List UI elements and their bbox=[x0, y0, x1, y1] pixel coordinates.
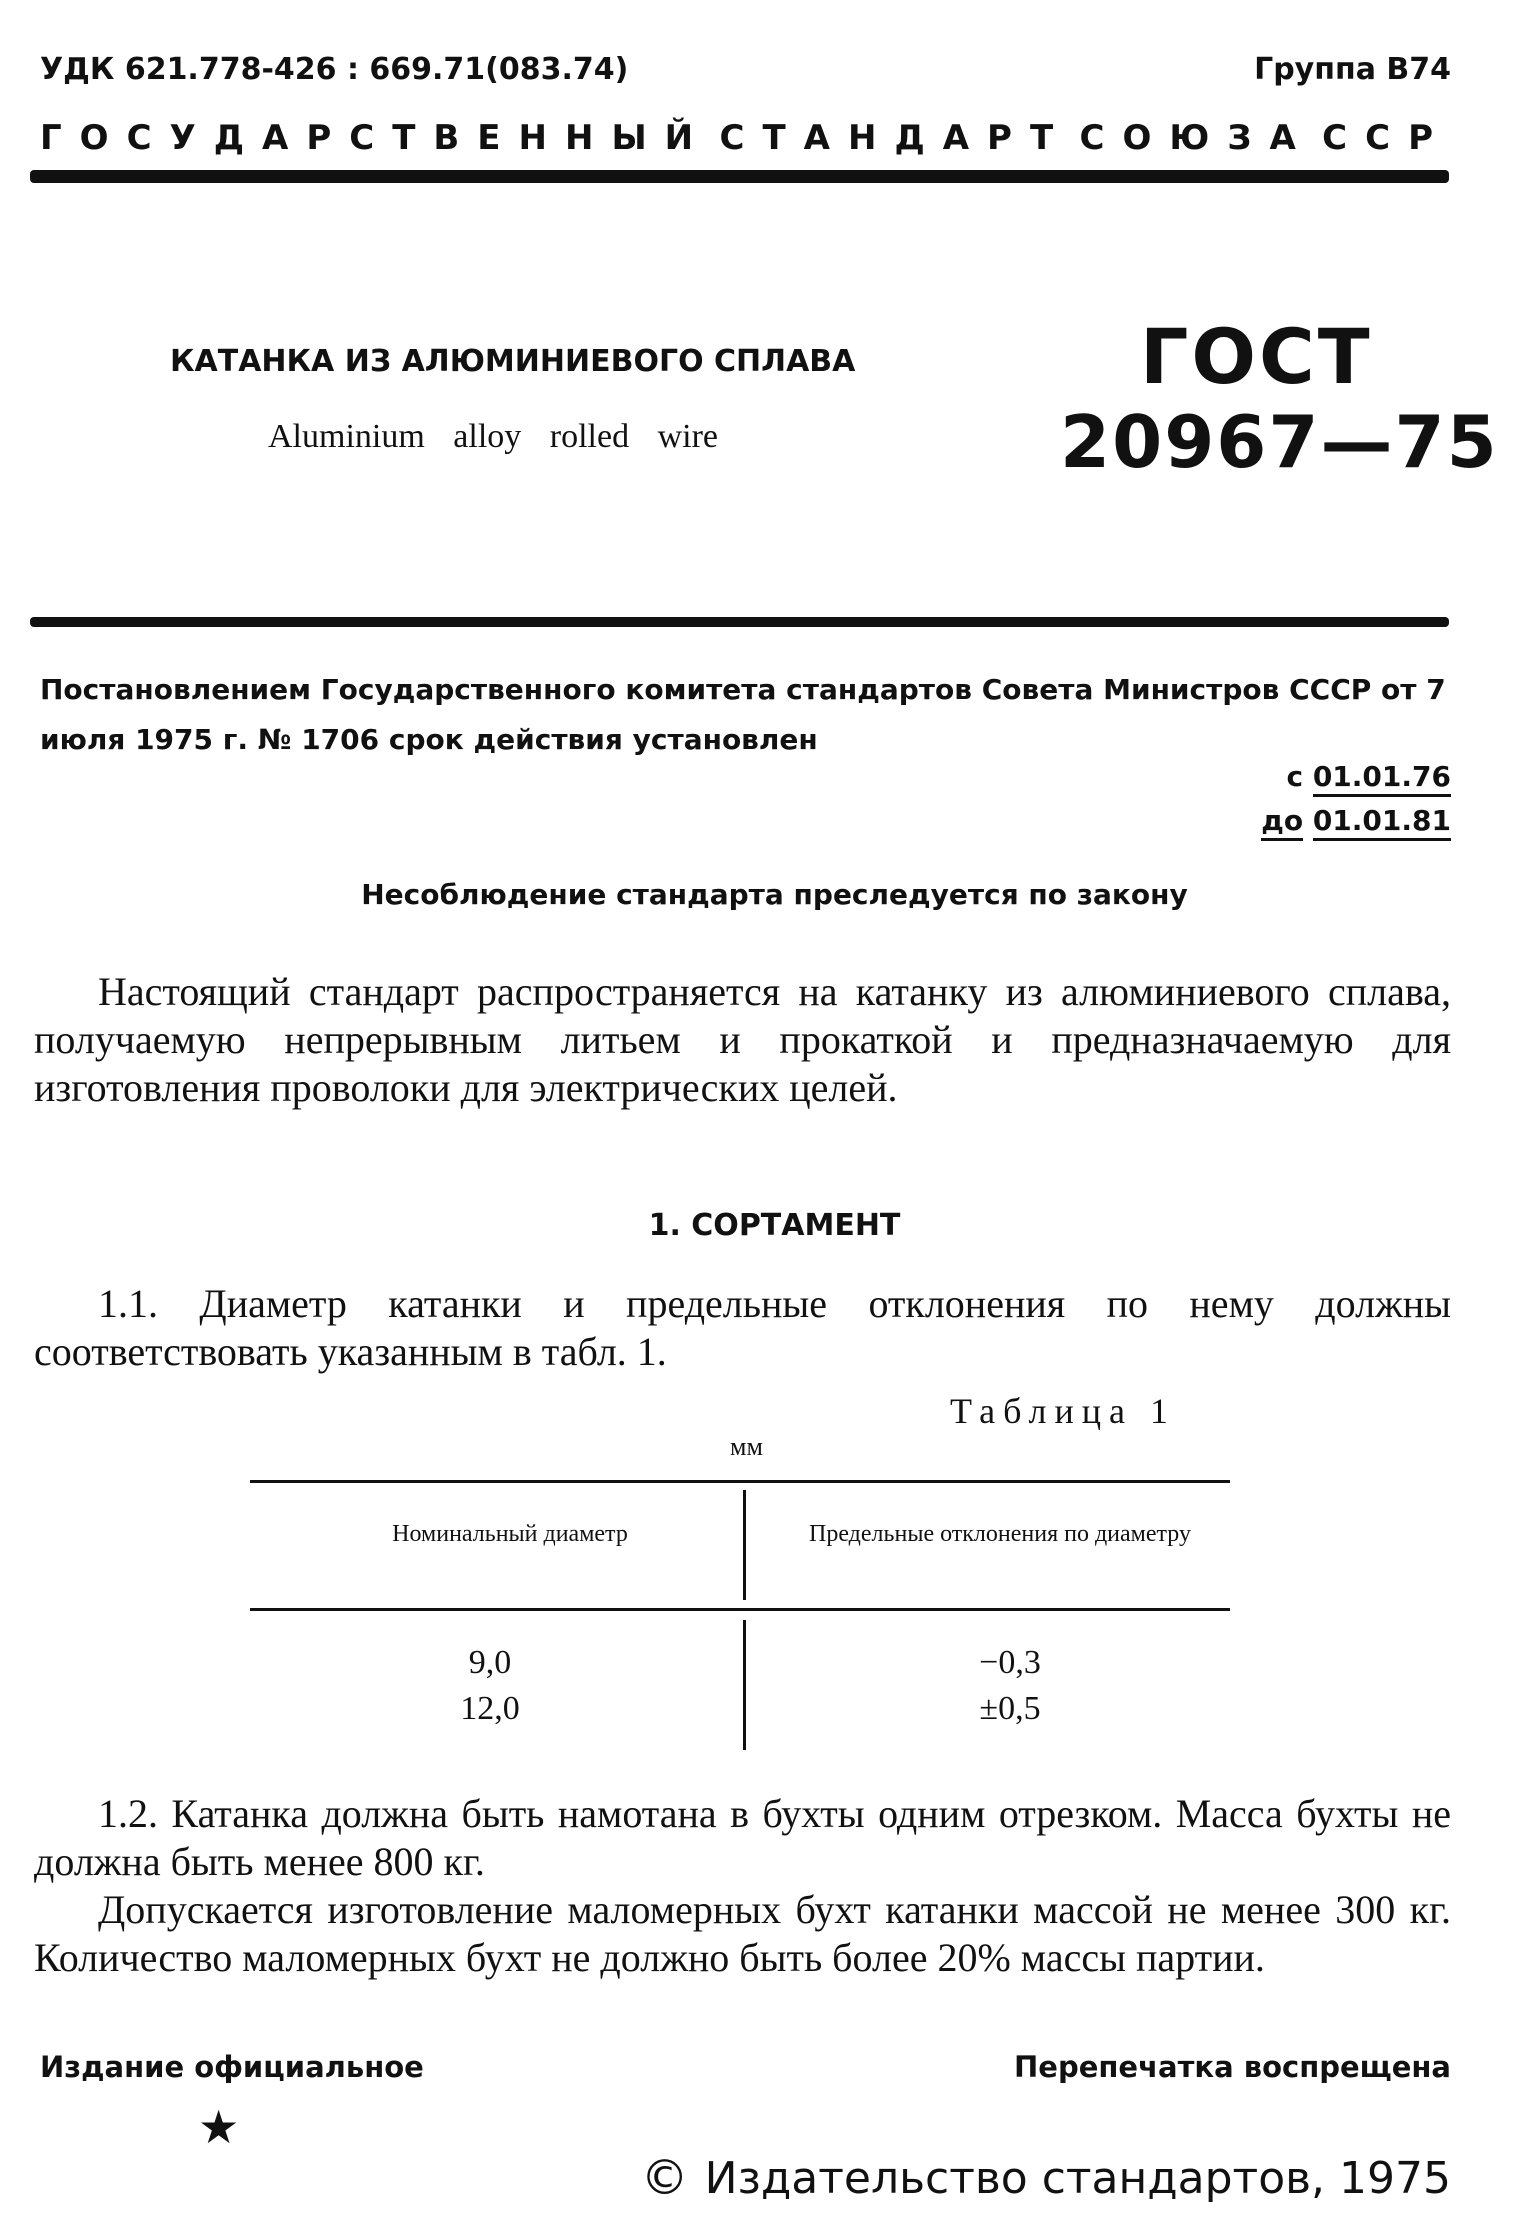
gost-label: ГОСТ bbox=[1140, 312, 1373, 401]
star-icon: ★ bbox=[198, 2100, 240, 2154]
document-title-ru: КАТАНКА ИЗ АЛЮМИНИЕВОГО СПЛАВА bbox=[170, 344, 856, 379]
law-notice: Несоблюдение стандарта преследуется по закону bbox=[361, 878, 1188, 911]
table-header-diameter: Номинальный диаметр bbox=[392, 1521, 628, 1547]
banner-word: СОЮЗА bbox=[1079, 118, 1314, 158]
banner-word: СТАНДАРТ bbox=[719, 118, 1072, 158]
valid-to bbox=[1261, 799, 1451, 843]
banner-word: ССР bbox=[1322, 118, 1451, 158]
intro-paragraph: Настоящий стандарт распространяется на катанку из алюминиевого сплава, получаемую непрерывным литьем и прокаткой и предназначаемую для изготовления проволоки для электрических целей. bbox=[34, 969, 1451, 1110]
udk-code: УДК 621.778-426 : 669.71(083.74) bbox=[40, 52, 629, 87]
paragraph-1-2-continued: Допускается изготовление маломерных бухт катанки массой не менее 300 кг. Количество маломерных бухт не должно быть более 20% массы партии. bbox=[34, 1887, 1451, 1980]
valid-to-prefix: до bbox=[1261, 804, 1303, 841]
table-header-divider bbox=[743, 1490, 746, 1600]
table-cell-deviation: −0,3 bbox=[979, 1644, 1041, 1681]
publisher-name: Издательство стандартов, 1975 bbox=[704, 2152, 1451, 2204]
valid-to-date: 01.01.81 bbox=[1313, 804, 1451, 841]
table-cell-deviation: ±0,5 bbox=[979, 1690, 1041, 1727]
middle-divider bbox=[30, 617, 1449, 627]
official-edition-note: Издание официальное bbox=[40, 2050, 424, 2084]
table-cell-diameter: 9,0 bbox=[468, 1644, 512, 1681]
state-standard-banner bbox=[40, 118, 1451, 158]
paragraph-1-2: 1.2. Катанка должна быть намотана в бухты одним отрезком. Масса бухты не должна быть менее 800 кг. bbox=[34, 1791, 1451, 1884]
valid-from bbox=[1261, 755, 1451, 799]
reprint-prohibited-note: Перепечатка воспрещена bbox=[1014, 2050, 1451, 2084]
valid-from-date: 01.01.76 bbox=[1313, 760, 1451, 797]
valid-from-prefix: с bbox=[1286, 760, 1304, 793]
banner-word: ГОСУДАРСТВЕННЫЙ bbox=[40, 118, 712, 158]
publisher-copyright bbox=[641, 2150, 1451, 2206]
table-cell-diameter: 12,0 bbox=[460, 1690, 520, 1727]
top-divider bbox=[30, 170, 1449, 183]
copyright-icon: © bbox=[640, 2150, 689, 2206]
validity-dates bbox=[1261, 755, 1451, 843]
table-caption: Таблица 1 bbox=[950, 1391, 1176, 1431]
group-code: Группа В74 bbox=[1254, 52, 1451, 87]
table-unit: мм bbox=[730, 1432, 763, 1461]
document-title-en: Aluminium alloy rolled wire bbox=[268, 418, 718, 455]
gost-number: 20967—75 bbox=[1060, 400, 1499, 484]
table-top-rule bbox=[250, 1480, 1230, 1483]
table-body-divider bbox=[743, 1620, 746, 1750]
table-header-deviation: Предельные отклонения по диаметру bbox=[809, 1521, 1191, 1547]
section-heading: 1. СОРТАМЕНТ bbox=[648, 1208, 901, 1243]
decree-text: Постановлением Государственного комитета стандартов Совета Министров СССР от 7 июля 1975 г. № 1706 срок действия установлен bbox=[40, 673, 1446, 756]
paragraph-1-1: 1.1. Диаметр катанки и предельные отклонения по нему должны соответствовать указанным в табл. 1. bbox=[34, 1281, 1451, 1374]
table-header-rule bbox=[250, 1608, 1230, 1611]
